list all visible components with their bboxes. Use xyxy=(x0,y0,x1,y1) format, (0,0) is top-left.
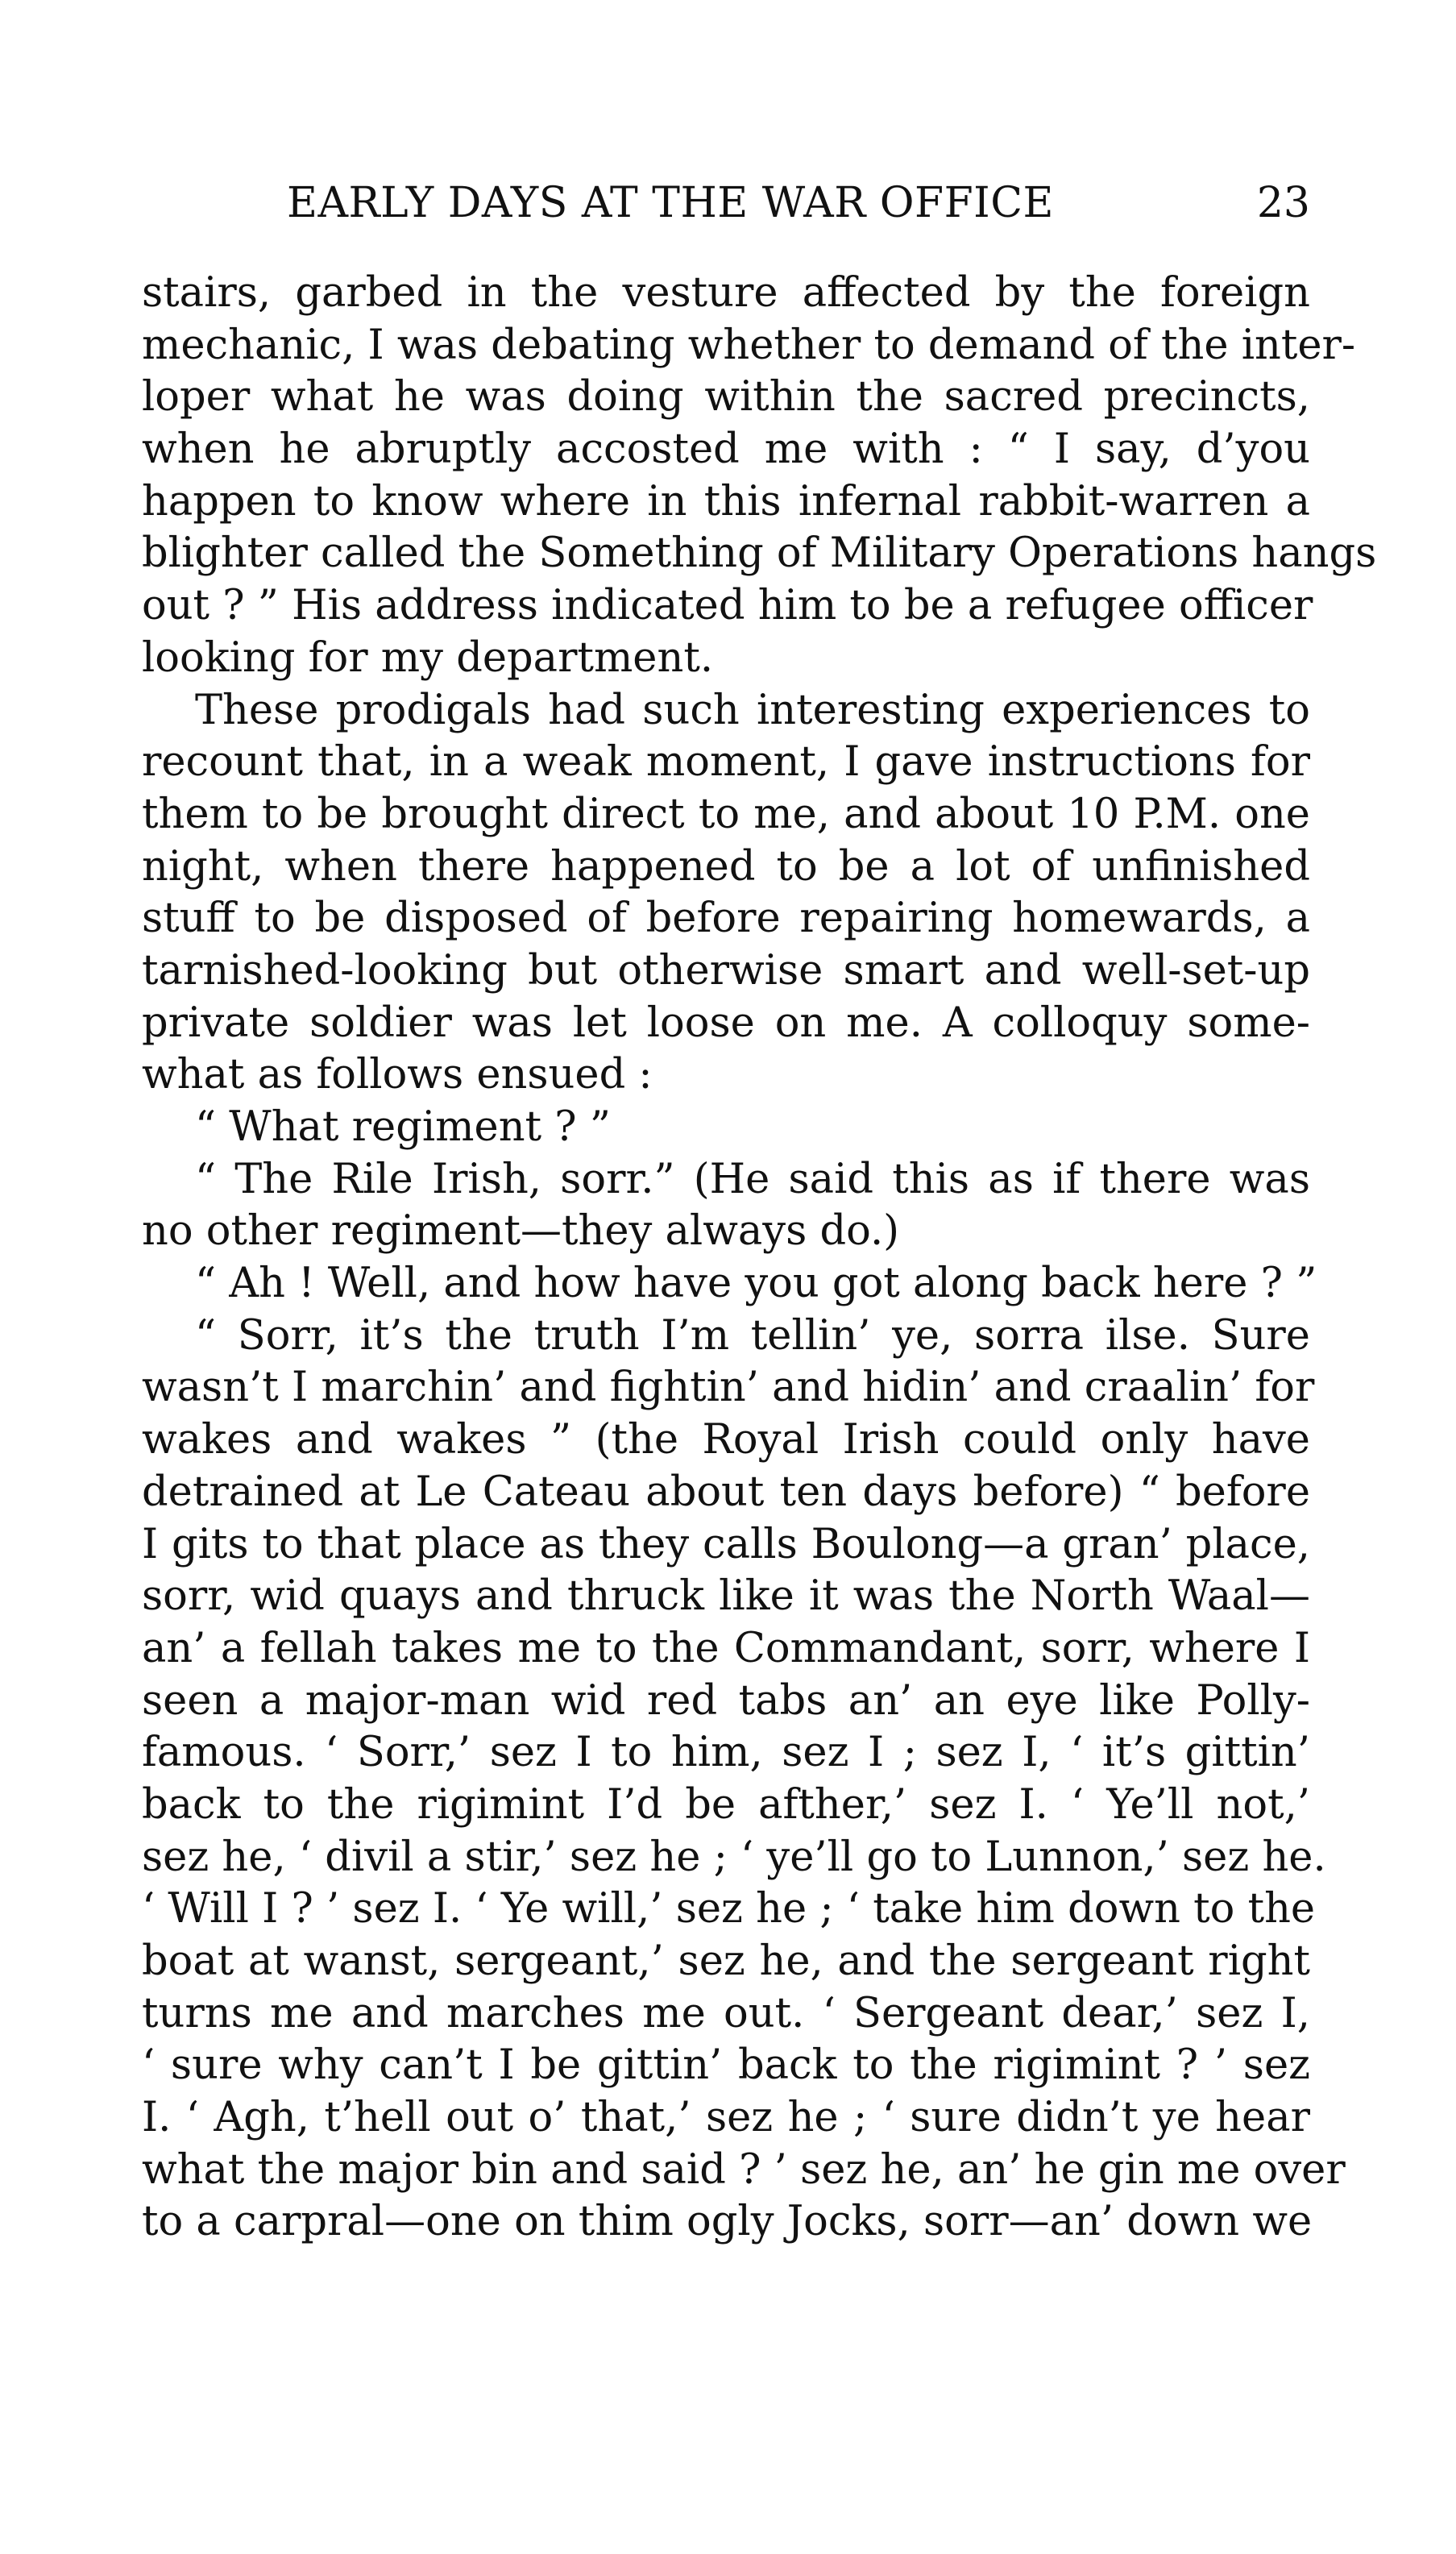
body-text xyxy=(142,268,1377,2249)
text-line: private soldier was let loose on me. A colloquy some- xyxy=(142,999,1310,1047)
text-line: an’ a fellah takes me to the Commandant, sorr, where I xyxy=(142,1624,1310,1672)
text-line: out ? ” His address indicated him to be a refugee officer xyxy=(142,582,1313,630)
text-line: them to be brought direct to me, and about 10 P.M. one xyxy=(142,790,1310,838)
text-line: I gits to that place as they calls Boulong—a gran’ place, xyxy=(142,1520,1310,1568)
text-line: recount that, in a weak moment, I gave instructions for xyxy=(142,738,1310,787)
text-line: “ Sorr, it’s the truth I’m tellin’ ye, sorra ilse. Sure xyxy=(195,1311,1310,1360)
text-line: seen a major-man wid red tabs an’ an eye like Polly- xyxy=(142,1676,1310,1725)
text-line: what as follows ensued : xyxy=(142,1051,653,1099)
text-line: night, when there happened to be a lot of unfinished xyxy=(142,842,1310,891)
text-line: mechanic, I was debating whether to demand of the inter- xyxy=(142,321,1356,369)
text-line: to a carpral—one on thim ogly Jocks, sorr—an’ down we xyxy=(142,2198,1313,2246)
text-line: ‘ sure why can’t I be gittin’ back to the rigimint ? ’ sez xyxy=(142,2041,1310,2090)
text-line: no other regiment—they always do.) xyxy=(142,1207,900,1256)
text-line: happen to know where in this infernal rabbit-warren a xyxy=(142,477,1310,525)
text-line: stuff to be disposed of before repairing homewards, a xyxy=(142,895,1310,943)
text-line: ‘ Will I ? ’ sez I. ‘ Ye will,’ sez he ; ‘ take him down to the xyxy=(142,1885,1316,1933)
text-line: These prodigals had such interesting experiences to xyxy=(195,686,1310,734)
page-number: 23 xyxy=(1256,179,1310,227)
text-line: sez he, ‘ divil a stir,’ sez he ; ‘ ye’ll go to Lunnon,’ sez he. xyxy=(142,1833,1326,1881)
text-line: blighter called the Something of Military Operations hangs xyxy=(142,529,1377,578)
text-line: wasn’t I marchin’ and fightin’ and hidin’ and craalin’ for xyxy=(142,1364,1315,1412)
text-line: looking for my department. xyxy=(142,633,714,682)
text-line: stairs, garbed in the vesture affected by the foreign xyxy=(142,269,1310,317)
text-line: loper what he was doing within the sacred precincts, xyxy=(142,373,1310,422)
text-line: back to the rigimint I’d be afther,’ sez I. ‘ Ye’ll not,’ xyxy=(142,1780,1310,1829)
text-line: detrained at Le Cateau about ten days before) “ before xyxy=(142,1468,1310,1516)
text-line: wakes and wakes ” (the Royal Irish could only have xyxy=(142,1416,1310,1464)
text-line: boat at wanst, sergeant,’ sez he, and the sergeant right xyxy=(142,1937,1310,1985)
text-line: I. ‘ Agh, t’hell out o’ that,’ sez he ; ‘ sure didn’t ye hear xyxy=(142,2094,1310,2142)
text-line: sorr, wid quays and thruck like it was the North Waal— xyxy=(142,1572,1310,1621)
text-line: “ The Rile Irish, sorr.” (He said this as if there was xyxy=(195,1155,1310,1203)
text-line: what the major bin and said ? ’ sez he, an’ he gin me over xyxy=(142,2145,1346,2194)
text-line: famous. ‘ Sorr,’ sez I to him, sez I ; sez I, ‘ it’s gittin’ xyxy=(142,1729,1310,1777)
text-line: “ Ah ! Well, and how have you got along back here ? ” xyxy=(195,1260,1317,1308)
running-title: EARLY DAYS AT THE WAR OFFICE xyxy=(287,179,1054,227)
text-line: turns me and marches me out. ‘ Sergeant dear,’ sez I, xyxy=(142,1989,1310,2037)
text-line: when he abruptly accosted me with : “ I say, d’you xyxy=(142,426,1310,474)
text-line: “ What regiment ? ” xyxy=(195,1103,611,1151)
text-line: tarnished-looking but otherwise smart and well-set-up xyxy=(142,946,1310,995)
running-head xyxy=(142,179,1310,235)
